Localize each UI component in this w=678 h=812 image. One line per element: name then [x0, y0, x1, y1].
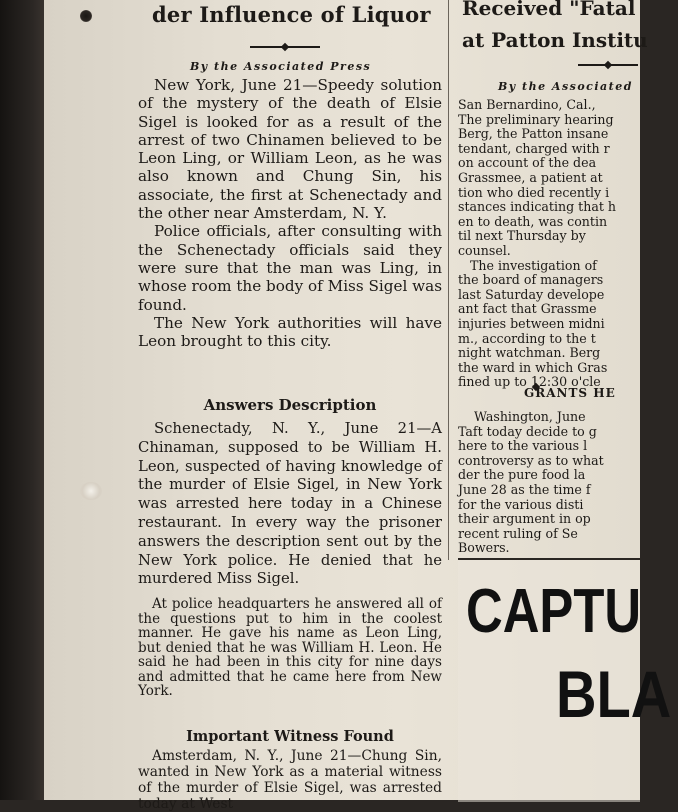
headline-ornament	[250, 46, 320, 48]
left-headline: der Influence of Liquor	[152, 2, 431, 27]
text-line: tendant, charged with r	[458, 140, 610, 156]
text-line: tion who died recently i	[458, 184, 610, 200]
text-line: The investigation of	[470, 257, 597, 273]
subhead-important-witness: Important Witness Found	[186, 728, 394, 745]
text-line: controversy as to what	[458, 452, 604, 468]
paragraph: The New York authorities will have Leon brought to this city.	[138, 313, 442, 351]
text-line: last Saturday develope	[458, 286, 605, 302]
text-line: their argument in op	[458, 511, 591, 527]
punch-hole-middle	[80, 482, 102, 500]
text-line: night watchman. Berg	[458, 345, 601, 361]
text-line: Bowers.	[458, 540, 510, 556]
text-line: Grassmee, a patient at	[458, 169, 603, 185]
advertisement-box	[458, 558, 672, 802]
paragraph: New York, June 21—Speedy solution of the mystery of the death of Elsie Sigel is looked for as a result of the arrest of two Chinamen believed to be Leon Ling, or William Leon, as he was also known and Chung Sin, his associate, the first at Schenectady and the other near Amsterdam, N. Y.	[138, 76, 442, 223]
text-line: ant fact that Grassme	[458, 301, 597, 317]
right-headline-2: at Patton Institu	[462, 28, 648, 52]
left-body-4	[138, 748, 442, 812]
text-line: stances indicating that h	[458, 199, 617, 215]
text-line: Taft today decide to g	[458, 423, 597, 439]
text-line: fined up to 12:30 o'cle	[458, 374, 601, 390]
column-rule	[448, 0, 449, 560]
binding-shadow	[0, 0, 46, 800]
left-body-3	[138, 597, 442, 699]
paragraph: At police headquarters he answered all of the questions put to him in the coolest manner. He gave his name as Leon Ling, but denied that he was William H. Leon. He said he had been in this city for nine days and admitted that he came here from New York.	[138, 596, 442, 699]
text-line: San Bernardino, Cal.,	[458, 97, 596, 112]
right-ornament	[578, 64, 638, 66]
text-line: injuries between midni	[458, 315, 605, 331]
text-line: en to death, was contin	[458, 213, 608, 229]
left-credit: By the Associated Press	[190, 60, 372, 73]
text-line: counsel.	[458, 242, 511, 258]
right-headline-1: Received "Fatal	[462, 0, 636, 20]
right-body-2	[458, 410, 678, 556]
text-line: til next Thursday by	[458, 228, 586, 244]
text-line: recent ruling of Se	[458, 525, 578, 541]
ad-headline-1: CAPTU	[466, 577, 642, 646]
paragraph: Police officials, after consulting with the Schenectady officials said they were sure that the man was Ling, in whose room the body of Miss Sigel was found.	[138, 222, 442, 314]
right-credit: By the Associated	[498, 80, 633, 93]
text-line: on account of the dea	[458, 155, 597, 171]
left-article	[138, 0, 442, 812]
ad-headline-2: BLA	[556, 657, 672, 731]
right-article	[458, 0, 672, 800]
text-line: Berg, the Patton insane	[458, 126, 609, 142]
left-body-1	[138, 76, 442, 350]
right-body-1	[458, 98, 678, 390]
text-line: m., according to the t	[458, 330, 596, 346]
left-body-2	[138, 420, 442, 589]
paragraph: Schenectady, N. Y., June 21—A Chinaman, supposed to be William H. Leon, suspected of having knowledge of the murder of Elsie Sigel, in New York was arrested here today in a Chinese restaurant. In every way the prisoner answers the description sent out by the New York police. He denied that he murdered Miss Sigel.	[138, 420, 442, 588]
text-line: The preliminary hearing	[458, 111, 614, 127]
subhead-answers-description: Answers Description	[203, 396, 377, 414]
punch-hole-top	[80, 10, 92, 22]
paragraph: Amsterdam, N. Y., June 21—Chung Sin, wanted in New York as a material witness of the murder of Elsie Sigel, was arrested today at West	[138, 748, 442, 812]
text-line: the ward in which Gras	[458, 359, 608, 375]
text-line: here to the various l	[458, 438, 588, 454]
right-subhead: GRANTS HE	[524, 386, 616, 400]
text-line: for the various disti	[458, 496, 584, 512]
text-line: Washington, June	[474, 409, 586, 424]
text-line: June 28 as the time f	[458, 481, 591, 497]
text-line: der the pure food la	[458, 467, 586, 483]
text-line: the board of managers	[458, 272, 604, 288]
